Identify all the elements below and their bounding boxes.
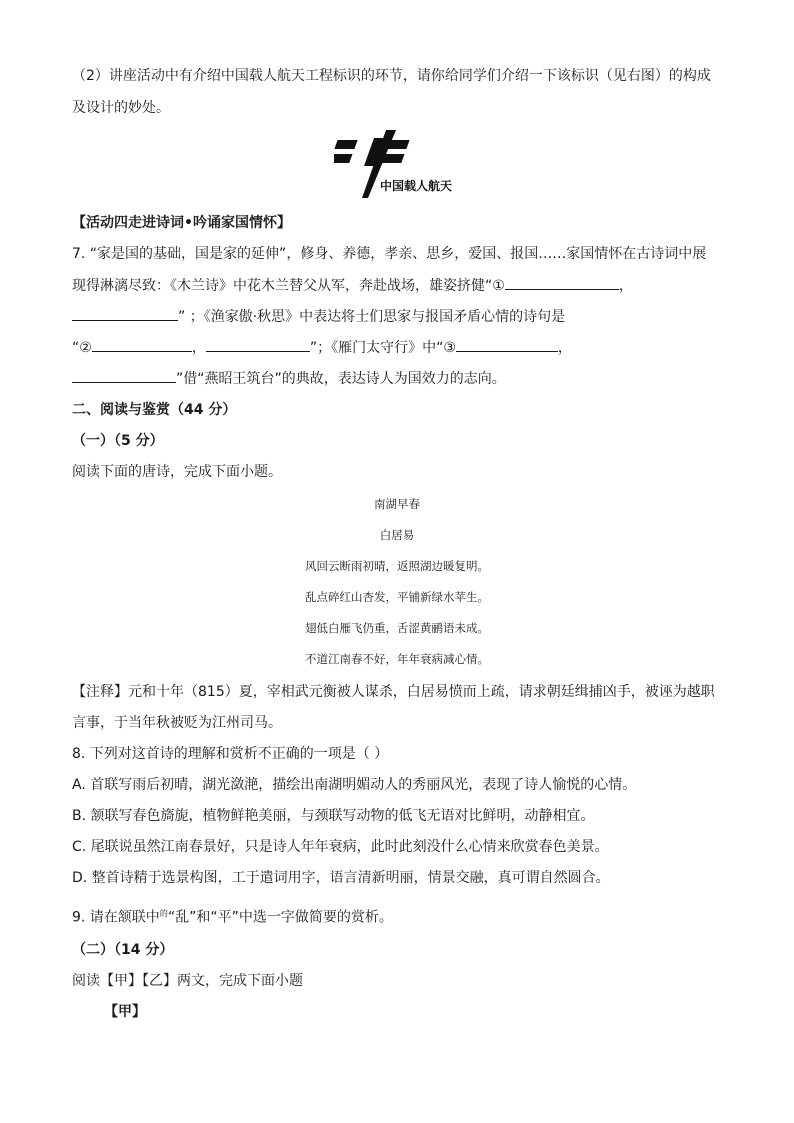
q8-option-d[interactable]: D. 整首诗精于选景构图，工于遣词用字，语言清新明丽，情景交融，真可谓自然圆合。 [72,870,610,886]
q7-line-2-text: 现得淋漓尽致：《木兰诗》中花木兰替父从军，奔赴战场，雄姿挤健“① [72,278,505,294]
q9-sup: 的 [159,909,168,918]
q7-line-3-text: ” ；《渔家傲·秋思》中表达将士们思家与报国矛盾心情的诗句是 [178,309,566,325]
q9 [72,904,393,928]
q8-stem: 8. 下列对这首诗的理解和赏析不正确的一项是（ ） [72,746,389,762]
q7-line-4-text: ”；《雁门太守行》中“③ [309,340,456,356]
q7-line-5 [72,368,506,389]
poem-title: 南湖早春 [374,497,420,511]
answer-blank-1[interactable] [505,275,619,290]
section2-heading: 二、阅读与鉴赏（44 分） [72,402,237,418]
q8-option-a[interactable]: A. 首联写雨后初晴，湖光潋滟，描绘出南湖明媚动人的秀丽风光，表现了诗人愉悦的心情。 [72,777,637,793]
answer-blank-3a[interactable] [456,337,558,352]
q9-post: “乱”和“平”中选一字做简要的赏析。 [167,909,393,926]
q7-line-4-start: “② [72,340,92,356]
note-line-1: 【注释】元和十年（815）夏，宰相武元衡被人谋杀，白居易愤而上疏，请求朝廷缉捕凶手，被诬为越职 [72,684,715,700]
part1-heading: （一）（5 分） [72,433,164,449]
q7-line-4 [72,337,572,358]
q6-line-2: 及设计的妙处。 [72,100,170,116]
q6-line-1: （2）讲座活动中有介绍中国载人航天工程标识的环节，请你给同学们介绍一下该标识（见右图）的构成 [72,68,711,84]
q8-option-c[interactable]: C. 尾联说虽然江南春景好，只是诗人年年衰病，此时此刻没什么心情来欣赏春色美景。 [72,839,609,855]
poem-line: 不道江南春不好，年年衰病减心情。 [305,652,489,666]
q9-pre: 9. 请在颔联中 [72,909,160,926]
poem-line: 乱点碎红山杏发，平铺新绿水苹生。 [305,590,489,604]
q8-option-b[interactable]: B. 颔联写春色旖旎，植物鲜艳美丽，与颈联写动物的低飞无语对比鲜明，动静相宜。 [72,808,595,824]
poem-line: 翅低白雁飞仍重，舌涩黄鹂语未成。 [305,621,489,635]
china-manned-space-logo [334,128,464,202]
part2-intro: 阅读【甲】【乙】两文，完成下面小题 [72,973,303,989]
q7-line-1: 7. “家是国的基础，国是家的延伸”，修身、养德，孝亲、思乡，爱国、报国……家国情怀在古诗词中展 [72,246,707,262]
answer-blank-2a[interactable] [92,337,192,352]
q7-line-3 [72,306,565,327]
part2-jia-label: 【甲】 [104,1004,146,1020]
note-line-2: 言事，于当年秋被贬为江州司马。 [72,715,282,731]
q7-line-5-text: ”借“燕昭王筑台”的典故，表达诗人为国效力的志向。 [176,371,506,387]
poem-author: 白居易 [379,528,415,542]
activity4-heading: 【活动四走进诗词•吟诵家国情怀】 [72,215,291,231]
q7-line-2 [72,275,633,296]
q7-line-4-comma: ， [191,340,206,356]
answer-blank-1b[interactable] [72,306,178,321]
q7-line-4-end: ， [557,340,572,356]
answer-blank-3b[interactable] [72,368,176,383]
part1-intro: 阅读下面的唐诗，完成下面小题。 [72,464,282,480]
answer-blank-2b[interactable] [206,337,310,352]
q7-line-2-comma: ， [618,278,633,294]
poem-line: 风回云断雨初晴，返照湖边暖复明。 [305,559,489,573]
logo-text: 中国载人航天 [380,179,453,193]
part2-heading: （二）（14 分） [72,942,174,958]
